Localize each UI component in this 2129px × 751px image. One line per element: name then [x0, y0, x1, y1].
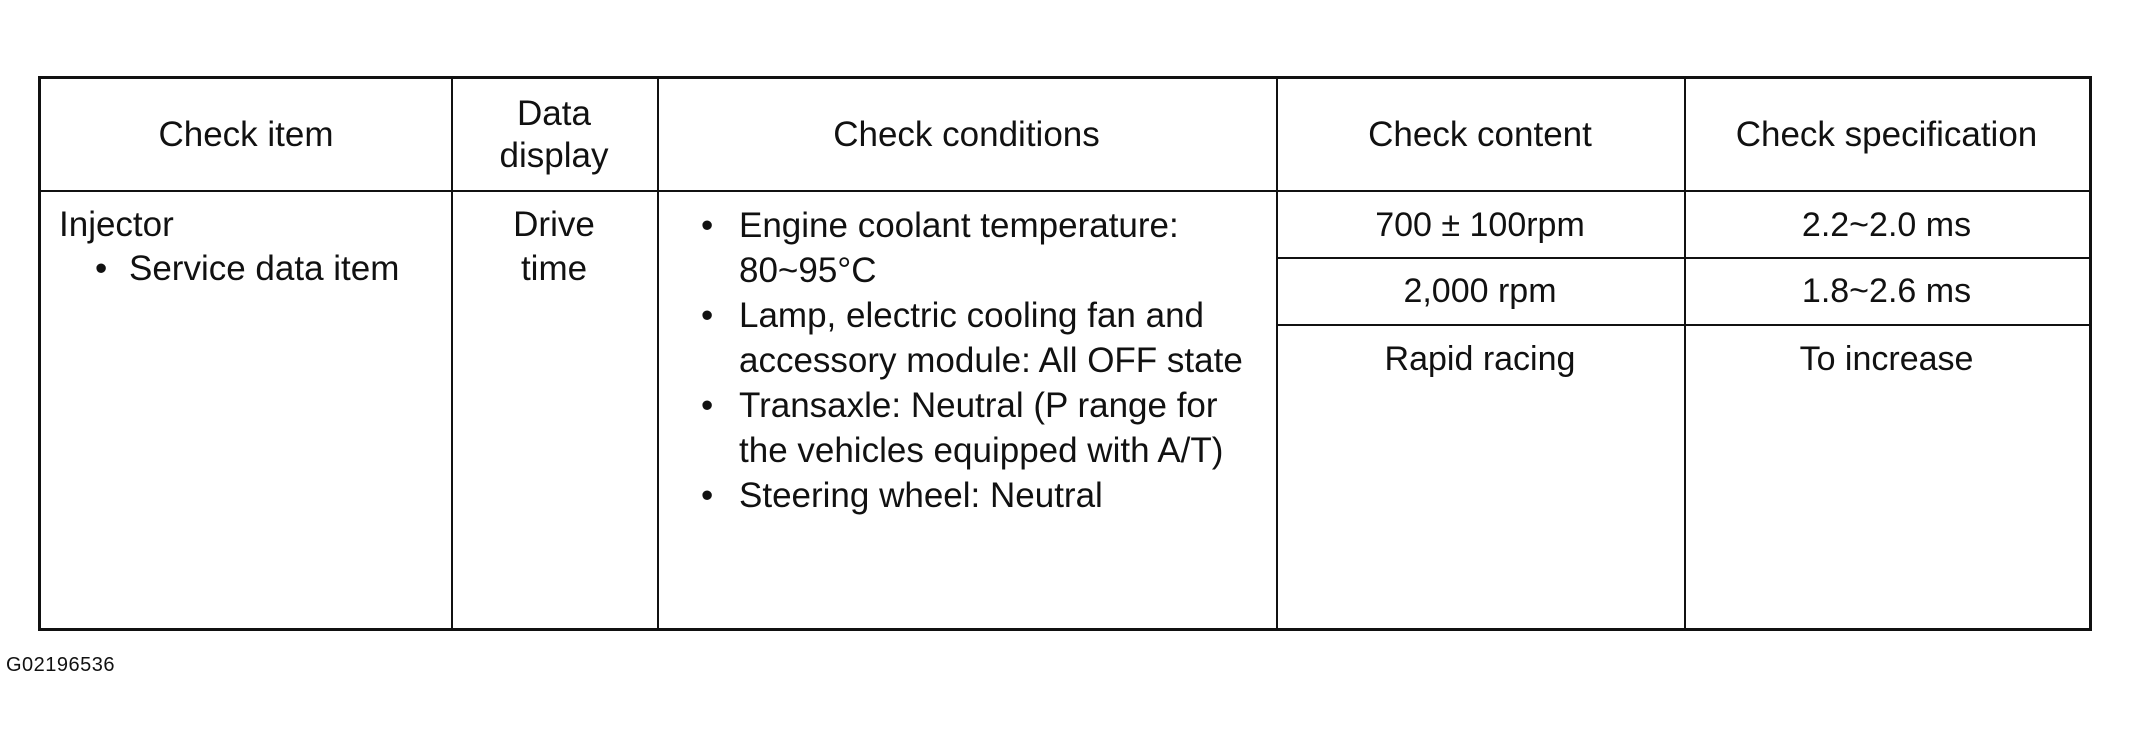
bullet-icon: •: [95, 249, 108, 288]
bullet-icon: •: [701, 206, 714, 245]
condition-text: Transaxle: Neutral (P range for the vehicles equipped with A/T): [739, 386, 1224, 470]
check-item-name: Injector: [59, 205, 174, 244]
condition-item: [693, 473, 1271, 518]
inspection-table: [38, 76, 2092, 631]
header-check-specification: Check specification: [1735, 115, 2038, 154]
conditions-list: [693, 203, 1271, 518]
condition-text: Engine coolant temperature: 80~95°C: [739, 206, 1179, 290]
data-display-line1: Drive: [513, 205, 595, 244]
header-check-content: Check content: [1368, 115, 1592, 154]
sub-row-divider: [1276, 257, 2089, 259]
check-item-sub: [59, 247, 449, 291]
check-content-value: 2,000 rpm: [1403, 272, 1557, 310]
header-check-item: Check item: [158, 115, 334, 154]
header-data-display-line1: Data: [517, 94, 591, 133]
bullet-icon: •: [701, 386, 714, 425]
header-data-display: [451, 79, 657, 191]
check-conditions-cell: [693, 203, 1271, 518]
sub-row-divider: [1276, 324, 2089, 326]
check-spec-value: 2.2~2.0 ms: [1801, 206, 1972, 244]
data-display-line2: time: [520, 249, 588, 288]
header-check-conditions: Check conditions: [833, 115, 1100, 154]
check-content-value: Rapid racing: [1384, 340, 1576, 378]
condition-item: [693, 383, 1271, 473]
figure-id: G02196536: [6, 654, 116, 676]
check-item-sub-label: Service data item: [129, 249, 400, 288]
condition-text: Lamp, electric cooling fan and accessory module: All OFF state: [739, 296, 1243, 380]
check-spec-value: 1.8~2.6 ms: [1801, 272, 1972, 310]
header-data-display-line2: display: [499, 136, 609, 175]
data-display-cell: [451, 203, 657, 291]
check-spec-value: To increase: [1799, 340, 1974, 378]
condition-text: Steering wheel: Neutral: [739, 476, 1103, 515]
check-item-cell: [59, 203, 449, 291]
bullet-icon: •: [701, 476, 714, 515]
condition-item: [693, 203, 1271, 293]
bullet-icon: •: [701, 296, 714, 335]
condition-item: [693, 293, 1271, 383]
check-content-value: 700 ± 100rpm: [1375, 206, 1585, 244]
